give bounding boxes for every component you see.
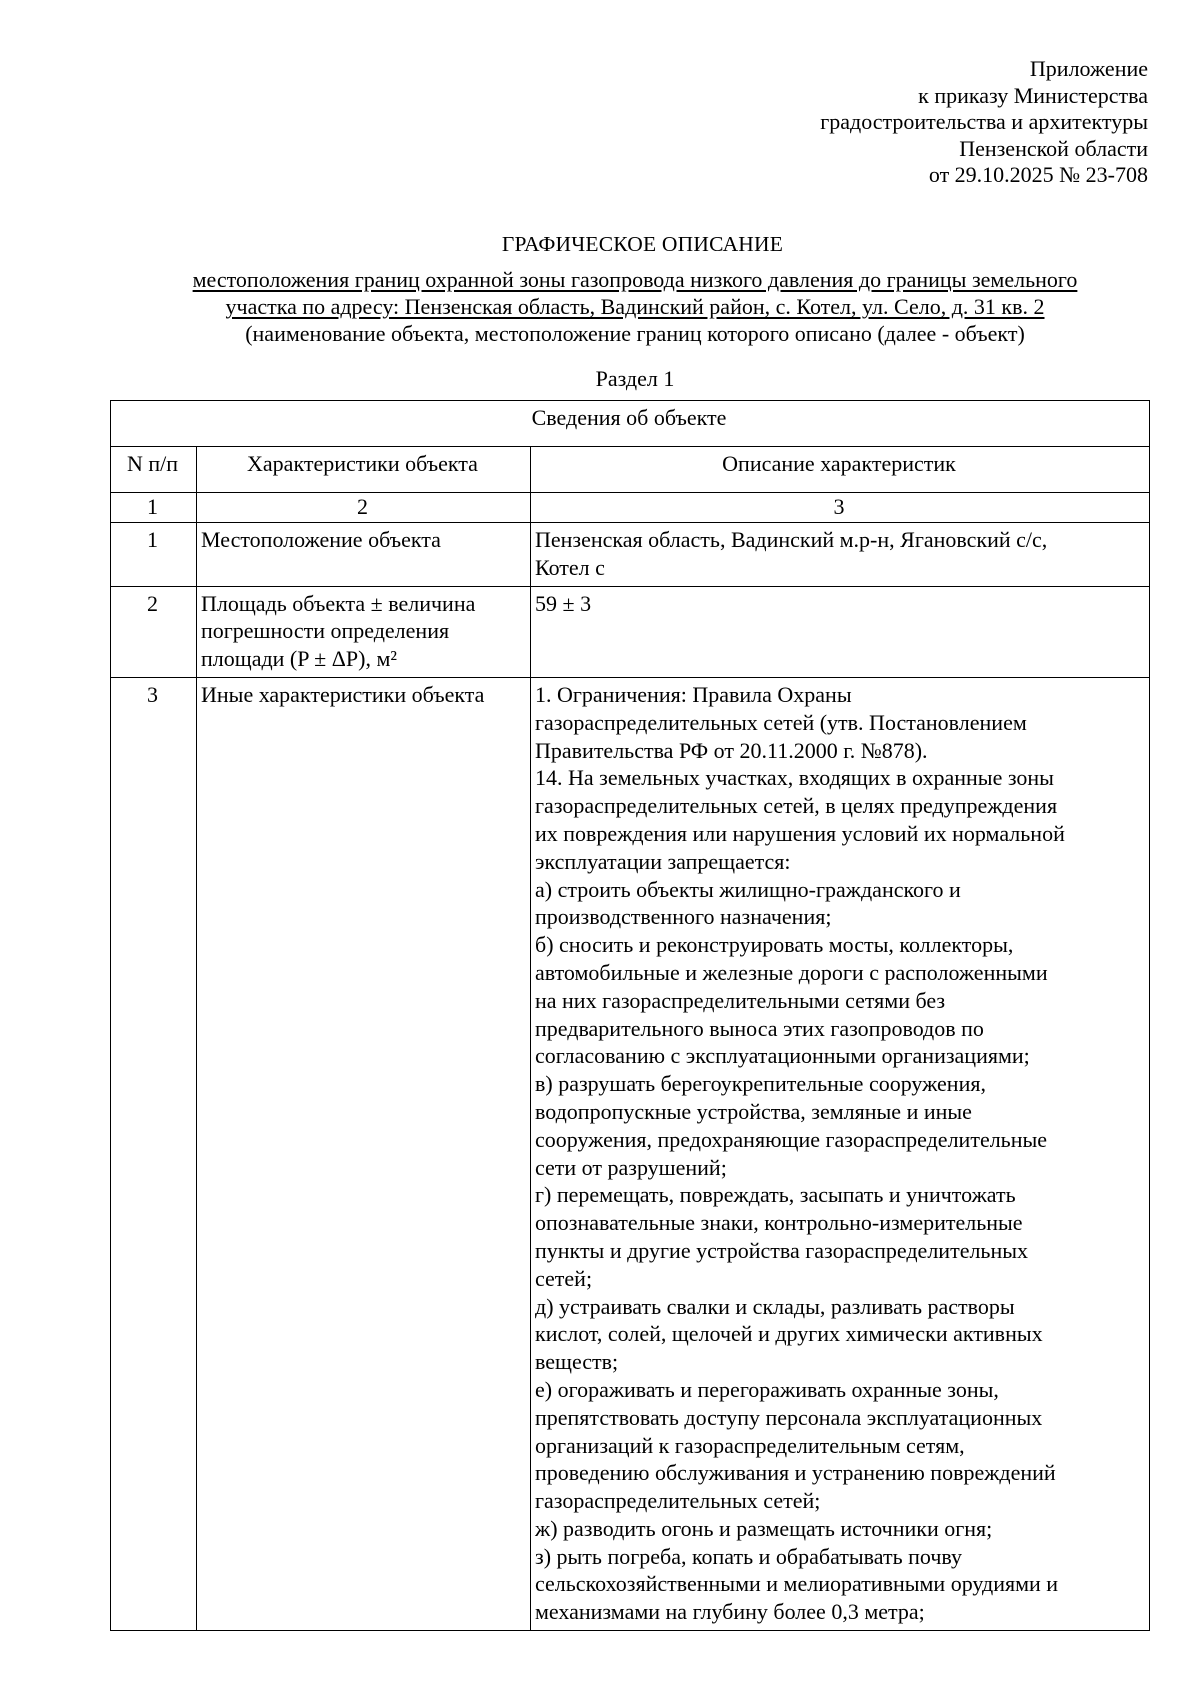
description-line: водопропускные устройства, земляные и иные bbox=[535, 1098, 972, 1124]
description-line: сооружения, предохраняющие газораспределительные bbox=[535, 1126, 1048, 1152]
subject-line: участка по адресу: Пензенская область, Вадинский район, с. Котел, ул. Село, д. 31 кв. 2 bbox=[225, 294, 1045, 319]
column-number: 3 bbox=[531, 493, 1150, 523]
header-cell: Описание характеристик bbox=[531, 447, 1150, 493]
subject-line: местоположения границ охранной зоны газопровода низкого давления до границы земельного bbox=[192, 267, 1078, 292]
description-line: автомобильные и железные дороги с расположенными bbox=[535, 959, 1048, 985]
section-heading: Раздел 1 bbox=[595, 366, 675, 391]
description-line: опознавательные знаки, контрольно-измерительные bbox=[535, 1210, 1023, 1236]
table-caption-row bbox=[111, 401, 1150, 447]
description-line: сети от разрушений; bbox=[535, 1154, 727, 1180]
column-number: 2 bbox=[197, 493, 531, 523]
description-line: препятствовать доступу персонала эксплуатационных bbox=[535, 1404, 1043, 1430]
row-description bbox=[531, 523, 1150, 587]
description-line: з) рыть погреба, копать и обрабатывать почву bbox=[535, 1543, 963, 1569]
description-line: производственного назначения; bbox=[535, 904, 832, 930]
description-line: Пензенская область, Вадинский м.р-н, Ягановский с/с, bbox=[535, 527, 1048, 552]
description-line: газораспределительных сетей, в целях предупреждения bbox=[535, 793, 1058, 819]
description-line: д) устраивать свалки и склады, разливать растворы bbox=[535, 1293, 1015, 1319]
subject-note: (наименование объекта, местоположение границ которого описано (далее - объект) bbox=[245, 321, 1025, 346]
object-info-table bbox=[110, 400, 1150, 1631]
description-line: 59 ± 3 bbox=[535, 590, 592, 616]
description-line: б) сносить и реконструировать мосты, коллекторы, bbox=[535, 932, 1014, 958]
header-cell: Характеристики объекта bbox=[197, 447, 531, 493]
description-line: ж) разводить огонь и размещать источники огня; bbox=[535, 1515, 993, 1541]
description-line: Правительства РФ от 20.11.2000 г. №878). bbox=[535, 737, 928, 763]
description-line: пункты и другие устройства газораспределительных bbox=[535, 1237, 1029, 1263]
description-line: проведению обслуживания и устранению повреждений bbox=[535, 1460, 1056, 1486]
row-description bbox=[531, 586, 1150, 677]
description-line: сельскохозяйственными и мелиоративными орудиями и bbox=[535, 1571, 1059, 1597]
appendix-line: Приложение bbox=[1029, 56, 1148, 81]
description-line: в) разрушать берегоукрепительные сооружения, bbox=[535, 1071, 986, 1097]
document-title: ГРАФИЧЕСКОЕ ОПИСАНИЕ bbox=[501, 232, 784, 256]
row-number: 3 bbox=[111, 677, 197, 1630]
appendix-block bbox=[820, 56, 1148, 189]
description-line: эксплуатации запрещается: bbox=[535, 848, 791, 874]
description-line: сетей; bbox=[535, 1265, 593, 1291]
description-line: Котел с bbox=[535, 554, 605, 580]
description-line: на них газораспределительными сетями без bbox=[535, 987, 946, 1013]
row-number: 1 bbox=[111, 523, 197, 587]
description-line: а) строить объекты жилищно-гражданского и bbox=[535, 876, 961, 902]
description-line: газораспределительных сетей; bbox=[535, 1488, 821, 1514]
table-caption: Сведения об объекте bbox=[111, 401, 1150, 447]
description-line: предварительного выноса этих газопроводов по bbox=[535, 1015, 984, 1041]
table-header-row bbox=[111, 447, 1150, 493]
description-line: 1. Ограничения: Правила Охраны bbox=[535, 681, 852, 707]
description-line: механизмами на глубину более 0,3 метра; bbox=[535, 1599, 925, 1625]
appendix-line: к приказу Министерства bbox=[918, 82, 1148, 108]
description-line: г) перемещать, повреждать, засыпать и уничтожать bbox=[535, 1182, 1016, 1208]
description-line: их повреждения или нарушения условий их нормальной bbox=[535, 820, 1065, 846]
row-characteristic: Иные характеристики объекта bbox=[197, 677, 531, 1630]
table-row bbox=[111, 586, 1150, 677]
row-characteristic: Местоположение объекта bbox=[197, 523, 531, 587]
description-line: 14. На земельных участках, входящих в охранные зоны bbox=[535, 765, 1054, 791]
table-row bbox=[111, 523, 1150, 587]
appendix-line: Пензенской области bbox=[959, 135, 1148, 161]
description-line: газораспределительных сетей (утв. Постановлением bbox=[535, 709, 1027, 735]
appendix-line: градостроительства и архитектуры bbox=[820, 109, 1148, 134]
row-characteristic: Площадь объекта ± величина погрешности определения площади (P ± ΔP), м² bbox=[197, 586, 531, 677]
description-line: кислот, солей, щелочей и других химически активных bbox=[535, 1321, 1043, 1347]
row-number: 2 bbox=[111, 586, 197, 677]
description-line: согласованию с эксплуатационными организациями; bbox=[535, 1043, 1030, 1069]
column-number-row bbox=[111, 493, 1150, 523]
description-line: е) огораживать и перегораживать охранные зоны, bbox=[535, 1376, 999, 1402]
description-line: веществ; bbox=[535, 1349, 619, 1375]
object-subject bbox=[130, 266, 1140, 347]
description-line: организаций к газораспределительным сетям, bbox=[535, 1432, 965, 1458]
row-description bbox=[531, 677, 1150, 1630]
appendix-line: от 29.10.2025 № 23-708 bbox=[928, 162, 1148, 187]
column-number: 1 bbox=[111, 493, 197, 523]
table-row bbox=[111, 677, 1150, 1630]
header-cell: N п/п bbox=[111, 447, 197, 493]
